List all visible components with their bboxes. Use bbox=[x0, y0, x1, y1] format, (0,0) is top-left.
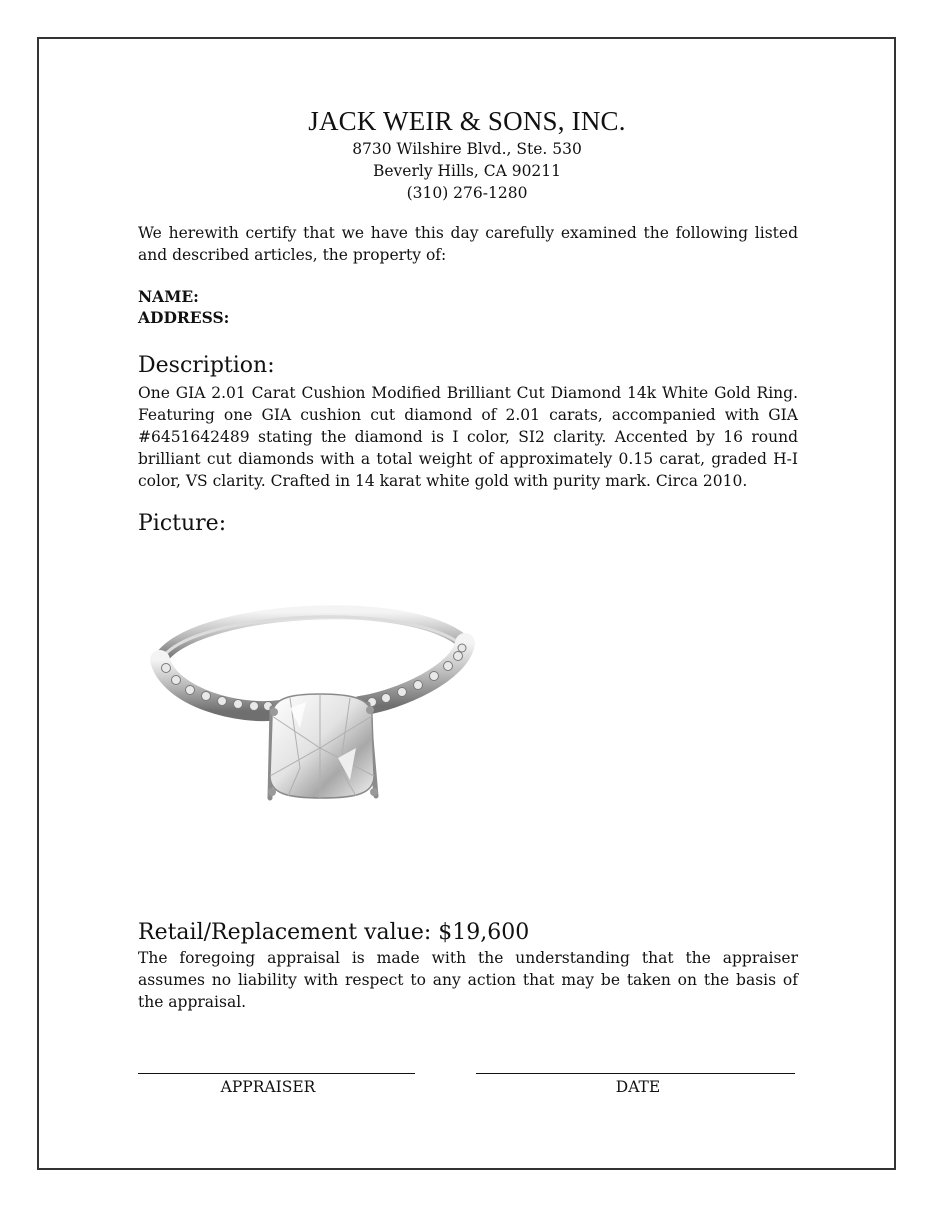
owner-fields bbox=[138, 286, 798, 328]
ring-photo bbox=[150, 598, 480, 818]
letterhead bbox=[0, 104, 934, 204]
name-label: NAME: bbox=[138, 287, 199, 306]
certification-statement: We herewith certify that we have this day carefully examined the following listed and described articles, the property of: bbox=[138, 224, 798, 264]
liability-disclaimer: The foregoing appraisal is made with the understanding that the appraiser assumes no liability with respect to any action that may be taken on the basis of the appraisal. bbox=[138, 949, 798, 1011]
diamond-ring-icon bbox=[150, 598, 480, 818]
description-body: One GIA 2.01 Carat Cushion Modified Brilliant Cut Diamond 14k White Gold Ring. Featuring one GIA cushion cut diamond of 2.01 carats, accompanied with GIA #6451642489 stating the diamond is I color, SI2 clarity. Accented by 16 round brilliant cut diamonds with a total weight of approximately 0.15 carat, graded H-I color, VS clarity. Crafted in 14 karat white gold with purity mark. Circa 2010. bbox=[138, 384, 798, 490]
date-signature-line bbox=[476, 1073, 795, 1074]
date-label: DATE bbox=[615, 1078, 661, 1096]
company-name: JACK WEIR & SONS, INC. bbox=[308, 106, 626, 136]
picture-heading: Picture: bbox=[138, 511, 227, 536]
appraiser-signature-line bbox=[138, 1073, 415, 1074]
description-heading: Description: bbox=[138, 353, 275, 378]
phone-number: (310) 276-1280 bbox=[406, 184, 528, 202]
address-line-2: Beverly Hills, CA 90211 bbox=[372, 162, 562, 180]
address-label: ADDRESS: bbox=[138, 308, 230, 327]
address-line-1: 8730 Wilshire Blvd., Ste. 530 bbox=[352, 140, 582, 158]
retail-value: Retail/Replacement value: $19,600 bbox=[138, 920, 530, 945]
appraiser-label: APPRAISER bbox=[220, 1078, 316, 1096]
